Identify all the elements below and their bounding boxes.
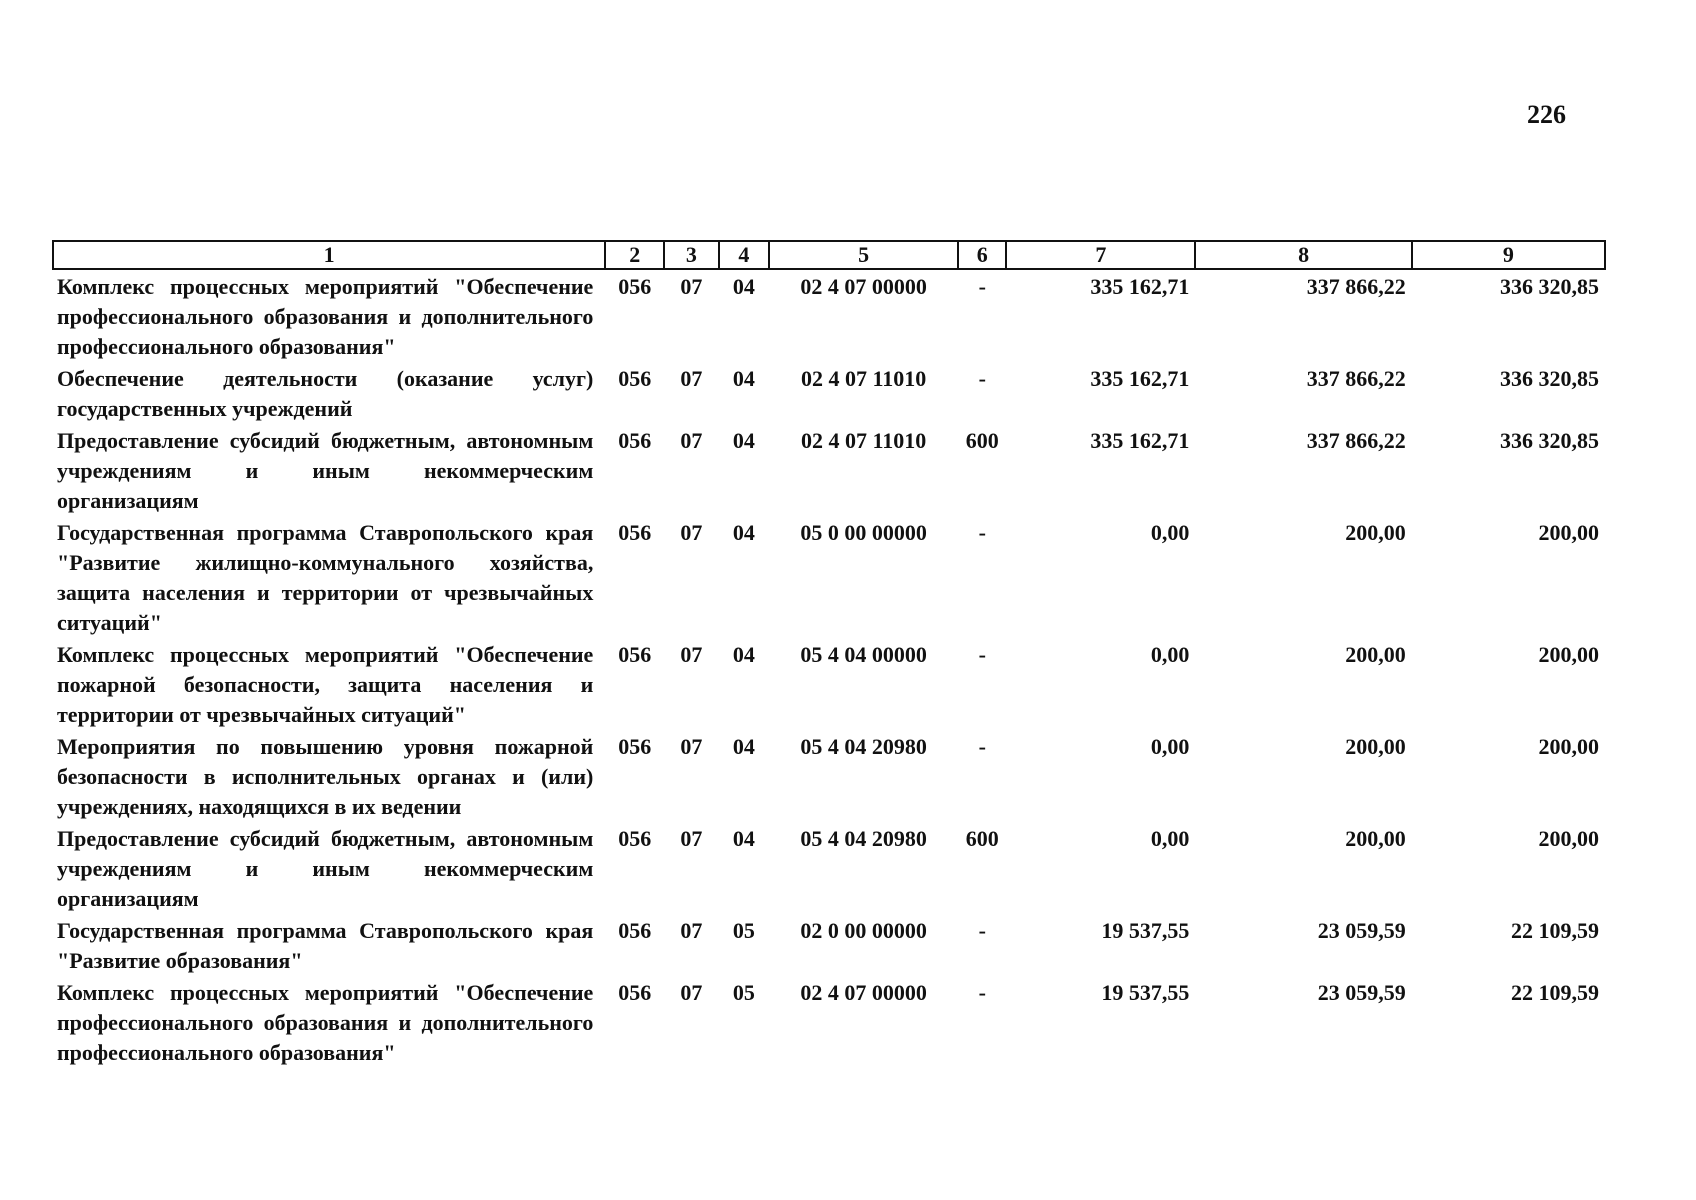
table-row: [53, 424, 1605, 516]
row-name: Комплекс процессных мероприятий "Обеспечение профессионального образования и дополнительного профессионального образования": [57, 980, 594, 1065]
cell-col8: 23 059,59: [1317, 980, 1406, 1005]
page-number: 226: [1527, 100, 1566, 129]
cell-col6: -: [978, 366, 986, 391]
cell-col7: 335 162,71: [1090, 274, 1190, 299]
cell-col4: 04: [732, 520, 755, 545]
row-name: Комплекс процессных мероприятий "Обеспечение профессионального образования и дополнительного профессионального образования": [57, 274, 594, 359]
cell-col5: 05 4 04 20980: [800, 734, 927, 759]
column-header-9: 9: [1412, 241, 1605, 269]
cell-col5: 02 0 00 00000: [800, 918, 927, 943]
row-name: Обеспечение деятельности (оказание услуг) государственных учреждений: [57, 366, 594, 421]
cell-col6: -: [978, 918, 986, 943]
cell-col3: 07: [680, 642, 703, 667]
cell-col2: 056: [618, 274, 652, 299]
cell-col8: 23 059,59: [1317, 918, 1406, 943]
cell-col6: -: [978, 734, 986, 759]
table-header: [53, 241, 1605, 269]
cell-col6: 600: [965, 428, 999, 453]
cell-col9: 22 109,59: [1511, 918, 1599, 943]
table-body: [53, 269, 1605, 1068]
cell-col4: 04: [732, 274, 755, 299]
cell-col7: 0,00: [1150, 826, 1190, 851]
cell-col5: 02 4 07 00000: [800, 980, 927, 1005]
row-name: Государственная программа Ставропольского края "Развитие образования": [57, 918, 594, 973]
cell-col2: 056: [618, 520, 652, 545]
column-header-7: 7: [1006, 241, 1195, 269]
cell-col3: 07: [680, 918, 703, 943]
cell-col3: 07: [680, 366, 703, 391]
cell-col8: 337 866,22: [1306, 428, 1406, 453]
cell-col8: 200,00: [1345, 734, 1406, 759]
table-row: [53, 269, 1605, 362]
cell-col8: 200,00: [1345, 520, 1406, 545]
cell-col8: 337 866,22: [1306, 274, 1406, 299]
cell-col8: 200,00: [1345, 642, 1406, 667]
cell-col3: 07: [680, 734, 703, 759]
cell-col4: 05: [732, 918, 755, 943]
column-header-6: 6: [958, 241, 1006, 269]
cell-col2: 056: [618, 980, 652, 1005]
table-row: [53, 516, 1605, 638]
cell-col9: 200,00: [1538, 826, 1599, 851]
table-row: [53, 362, 1605, 424]
cell-col7: 0,00: [1150, 642, 1190, 667]
table-row: [53, 730, 1605, 822]
cell-col5: 05 4 04 20980: [800, 826, 927, 851]
cell-col3: 07: [680, 428, 703, 453]
cell-col7: 19 537,55: [1101, 980, 1190, 1005]
column-header-1: 1: [53, 241, 605, 269]
cell-col4: 04: [732, 734, 755, 759]
cell-col9: 200,00: [1538, 520, 1599, 545]
table-row: [53, 976, 1605, 1068]
cell-col5: 05 4 04 00000: [800, 642, 927, 667]
column-header-8: 8: [1195, 241, 1411, 269]
cell-col6: -: [978, 274, 986, 299]
cell-col4: 04: [732, 826, 755, 851]
cell-col6: 600: [965, 826, 999, 851]
cell-col3: 07: [680, 520, 703, 545]
budget-table: [52, 240, 1606, 1068]
cell-col3: 07: [680, 826, 703, 851]
cell-col8: 337 866,22: [1306, 366, 1406, 391]
cell-col5: 05 0 00 00000: [800, 520, 927, 545]
table-row: [53, 822, 1605, 914]
cell-col5: 02 4 07 11010: [800, 366, 927, 391]
row-name: Комплекс процессных мероприятий "Обеспечение пожарной безопасности, защита населения и территории от чрезвычайных ситуаций": [57, 642, 594, 727]
row-name: Предоставление субсидий бюджетным, автономным учреждениям и иным некоммерческим организациям: [57, 428, 594, 513]
column-header-5: 5: [769, 241, 958, 269]
cell-col5: 02 4 07 11010: [800, 428, 927, 453]
cell-col9: 22 109,59: [1511, 980, 1599, 1005]
cell-col2: 056: [618, 918, 652, 943]
cell-col4: 04: [732, 366, 755, 391]
cell-col9: 200,00: [1538, 734, 1599, 759]
cell-col2: 056: [618, 826, 652, 851]
cell-col7: 19 537,55: [1101, 918, 1190, 943]
cell-col2: 056: [618, 366, 652, 391]
cell-col6: -: [978, 642, 986, 667]
cell-col5: 02 4 07 00000: [800, 274, 927, 299]
cell-col6: -: [978, 520, 986, 545]
cell-col3: 07: [680, 274, 703, 299]
cell-col2: 056: [618, 428, 652, 453]
cell-col9: 336 320,85: [1500, 274, 1599, 299]
cell-col2: 056: [618, 642, 652, 667]
cell-col9: 200,00: [1538, 642, 1599, 667]
cell-col3: 07: [680, 980, 703, 1005]
cell-col9: 336 320,85: [1500, 428, 1599, 453]
cell-col4: 04: [732, 642, 755, 667]
row-name: Мероприятия по повышению уровня пожарной безопасности в исполнительных органах и (или) учреждениях, находящихся в их ведении: [57, 734, 594, 819]
cell-col2: 056: [618, 734, 652, 759]
cell-col7: 335 162,71: [1090, 366, 1190, 391]
table-row: [53, 914, 1605, 976]
cell-col8: 200,00: [1345, 826, 1406, 851]
row-name: Государственная программа Ставропольского края "Развитие жилищно-коммунального хозяйства, защита населения и территории от чрезвычайных ситуаций": [57, 520, 594, 635]
cell-col6: -: [978, 980, 986, 1005]
cell-col4: 04: [732, 428, 755, 453]
column-header-4: 4: [719, 241, 769, 269]
cell-col9: 336 320,85: [1500, 366, 1599, 391]
cell-col7: 335 162,71: [1090, 428, 1190, 453]
column-header-2: 2: [605, 241, 664, 269]
row-name: Предоставление субсидий бюджетным, автономным учреждениям и иным некоммерческим организациям: [57, 826, 594, 911]
table-row: [53, 638, 1605, 730]
cell-col4: 05: [732, 980, 755, 1005]
column-header-3: 3: [664, 241, 719, 269]
cell-col7: 0,00: [1150, 520, 1190, 545]
cell-col7: 0,00: [1150, 734, 1190, 759]
